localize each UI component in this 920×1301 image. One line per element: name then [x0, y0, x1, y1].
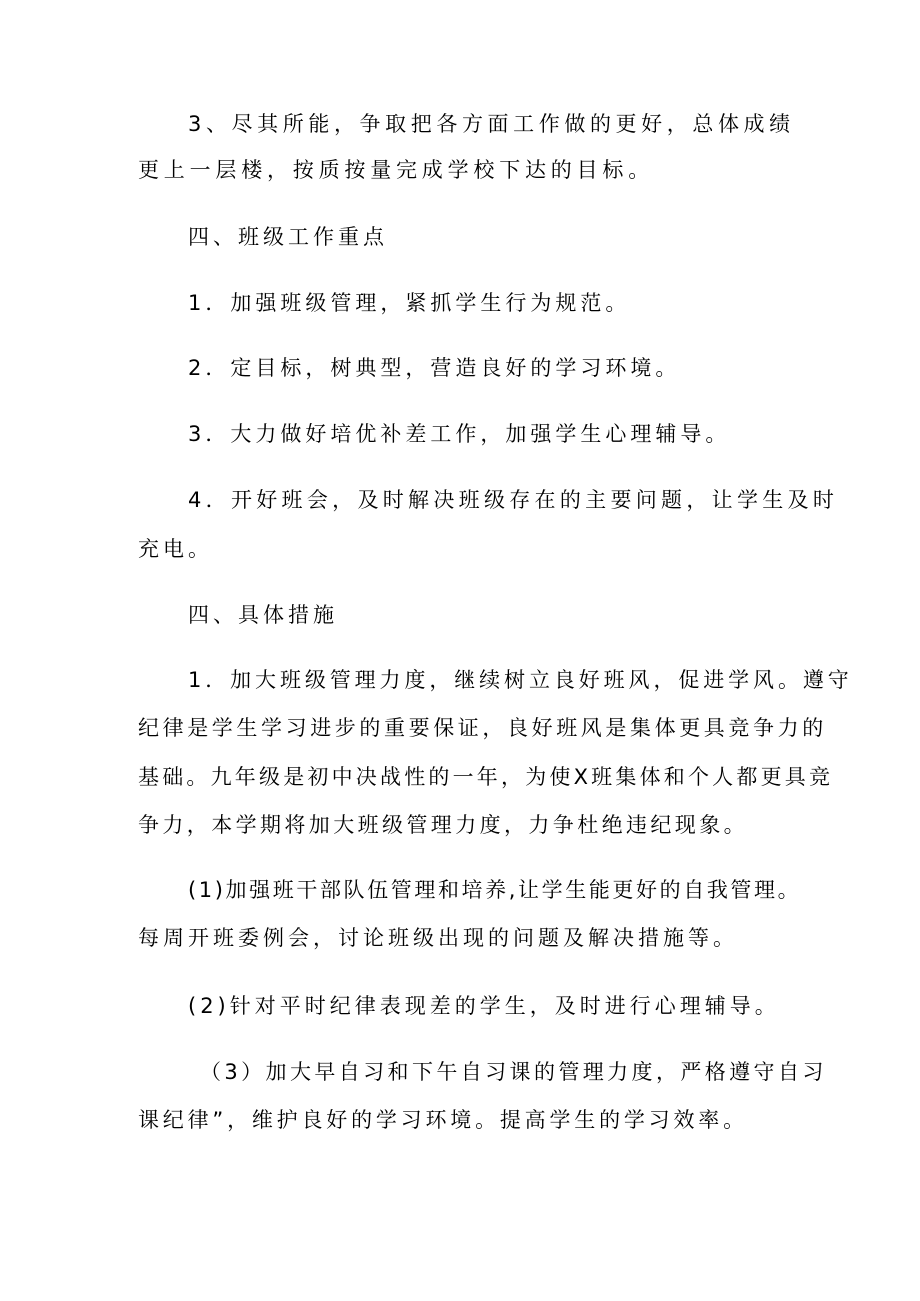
text-line: 争力，本学期将加大班级管理力度，力争杜绝违纪现象。 — [138, 813, 748, 837]
text-line: 1．加大班级管理力度，继续树立良好班风，促进学风。遵守 — [188, 668, 853, 692]
text-line: 4．开好班会，及时解决班级存在的主要问题，让学生及时 — [188, 488, 839, 512]
text-line: 3．大力做好培优补差工作，加强学生心理辅导。 — [188, 422, 731, 446]
text-line: 充电。 — [138, 537, 213, 561]
text-line: (1)加强班干部队伍管理和培养,让学生能更好的自我管理。 — [188, 878, 802, 902]
text-line: 3、尽其所能，争取把各方面工作做的更好，总体成绩 — [188, 112, 795, 136]
text-line: 基础。九年级是初中决战性的一年，为使X班集体和个人都更具竞 — [138, 765, 834, 789]
section-heading: 四、具体措施 — [188, 603, 338, 627]
text-line: 2．定目标，树典型，营造良好的学习环境。 — [188, 356, 681, 380]
text-line: 1．加强班级管理，紧抓学生行为规范。 — [188, 291, 631, 315]
text-line: （3）加大早自习和下午自习课的管理力度，严格遵守自习 — [200, 1060, 827, 1084]
text-line: 纪律是学生学习进步的重要保证，良好班风是集体更具竞争力的 — [138, 716, 827, 740]
text-line: (2)针对平时纪律表现差的学生，及时进行心理辅导。 — [188, 994, 780, 1018]
text-line: 更上一层楼，按质按量完成学校下达的目标。 — [138, 158, 654, 182]
section-heading: 四、班级工作重点 — [188, 225, 388, 249]
text-line: 每周开班委例会，讨论班级出现的问题及解决措施等。 — [138, 926, 738, 950]
text-line: 课纪律”，维护良好的学习环境。提高学生的学习效率。 — [138, 1108, 748, 1132]
